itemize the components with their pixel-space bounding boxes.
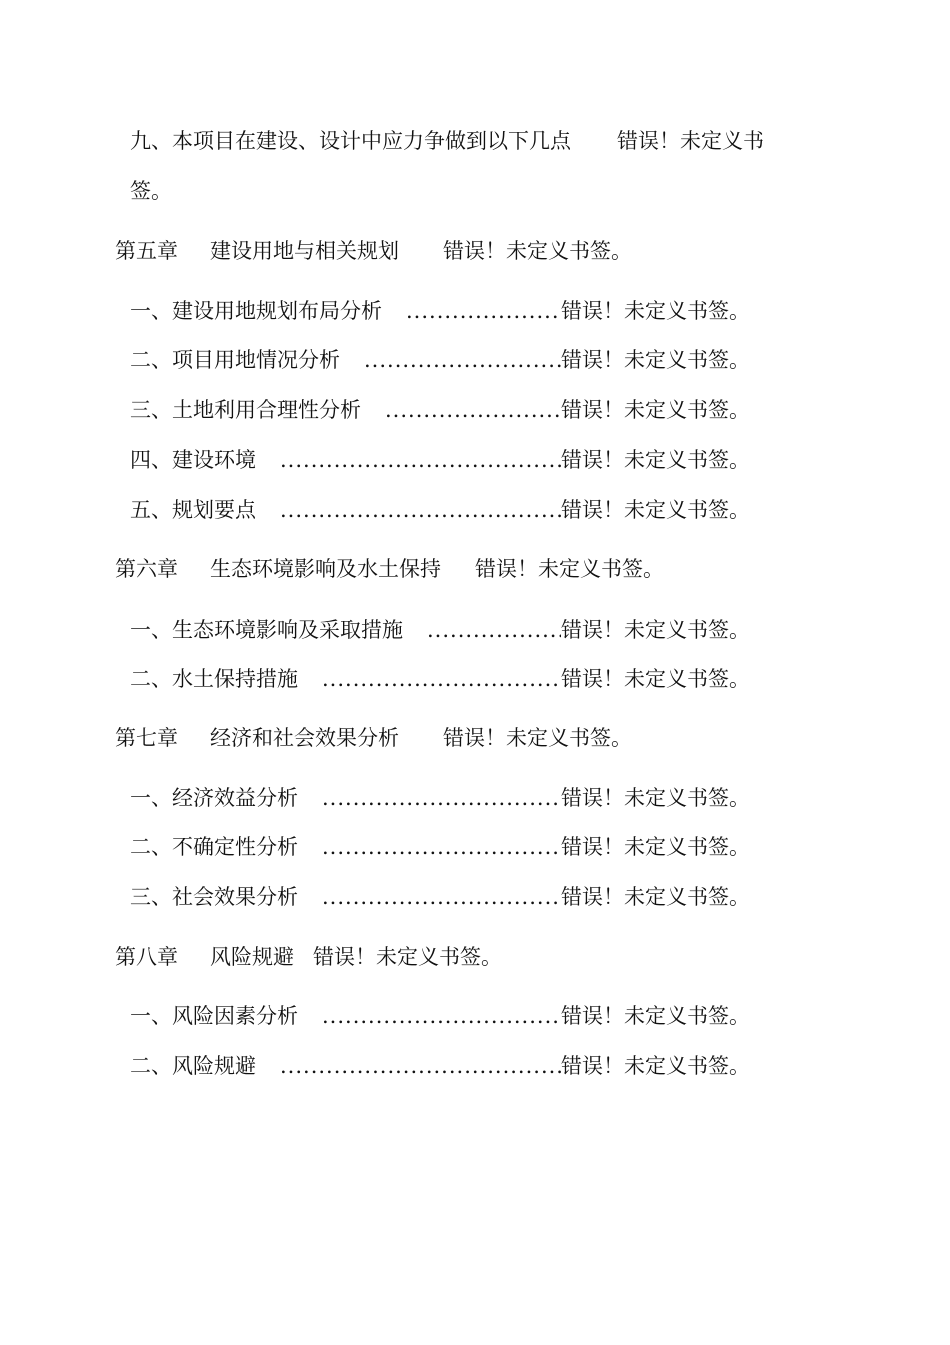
dot-leader [280,446,561,474]
toc-entry-label: 四、建设环境 [130,448,256,472]
toc-entry[interactable] [130,616,750,644]
toc-entry-9[interactable] [130,127,764,155]
dot-leader [280,496,561,524]
toc-entry-label: 二、水土保持措施 [130,667,298,691]
toc-entry-ref: 错误！未定义书签。 [561,498,750,522]
chapter-heading-6[interactable] [115,555,664,583]
toc-entry-ref: 错误！未定义书签。 [561,348,750,372]
toc-entry-9-wrap [130,177,172,205]
toc-entry[interactable] [130,1052,750,1080]
toc-entry-label: 三、社会效果分析 [130,885,298,909]
dot-leader [364,346,561,374]
chapter-ref: 错误！未定义书签。 [475,557,664,581]
toc-entry[interactable] [130,833,750,861]
dot-leader [427,616,561,644]
dot-leader [322,883,561,911]
dot-leader [406,297,561,325]
chapter-ref: 错误！未定义书签。 [443,239,632,263]
chapter-title: 建设用地与相关规划 [210,239,399,263]
toc-entry-ref: 错误！未定义书签。 [561,398,750,422]
chapter-heading-5[interactable] [115,237,632,265]
chapter-number: 第五章 [115,239,178,263]
toc-entry-label: 九、本项目在建设、设计中应力争做到以下几点 [130,129,571,153]
toc-entry-ref: 错误！未定义书签。 [561,448,750,472]
chapter-title: 风险规避 [210,945,294,969]
dot-leader [322,833,561,861]
chapter-ref: 错误！未定义书签。 [313,945,502,969]
chapter-number: 第七章 [115,726,178,750]
chapter-number: 第六章 [115,557,178,581]
toc-entry-label: 三、土地利用合理性分析 [130,398,361,422]
toc-entry-ref: 错误！未定义书签。 [561,299,750,323]
toc-entry-ref: 错误！未定义书签。 [561,1004,750,1028]
toc-entry-label: 二、不确定性分析 [130,835,298,859]
toc-entry-label: 二、风险规避 [130,1054,256,1078]
toc-entry[interactable] [130,784,750,812]
dot-leader [280,1052,561,1080]
toc-entry-label: 一、风险因素分析 [130,1004,298,1028]
toc-entry-ref: 错误！未定义书签。 [561,835,750,859]
chapter-heading-8[interactable] [115,943,502,971]
toc-entry[interactable] [130,665,750,693]
toc-entry[interactable] [130,446,750,474]
toc-entry-ref: 错误！未定义书签。 [561,885,750,909]
toc-entry-ref: 错误！未定义书签。 [561,618,750,642]
toc-entry-ref: 错误！未定义书 [617,129,764,153]
dot-leader [322,784,561,812]
toc-entry-label: 五、规划要点 [130,498,256,522]
chapter-title: 经济和社会效果分析 [210,726,399,750]
toc-entry-ref-continued: 签。 [130,179,172,203]
toc-entry-label: 一、建设用地规划布局分析 [130,299,382,323]
toc-entry-ref: 错误！未定义书签。 [561,1054,750,1078]
toc-entry[interactable] [130,1002,750,1030]
toc-entry[interactable] [130,883,750,911]
toc-entry-ref: 错误！未定义书签。 [561,786,750,810]
toc-entry[interactable] [130,396,750,424]
toc-entry-label: 二、项目用地情况分析 [130,348,340,372]
toc-entry[interactable] [130,496,750,524]
toc-entry[interactable] [130,346,750,374]
toc-entry-label: 一、生态环境影响及采取措施 [130,618,403,642]
toc-entry-label: 一、经济效益分析 [130,786,298,810]
chapter-number: 第八章 [115,945,178,969]
chapter-title: 生态环境影响及水土保持 [210,557,441,581]
dot-leader [385,396,561,424]
chapter-heading-7[interactable] [115,724,632,752]
dot-leader [322,1002,561,1030]
toc-entry-ref: 错误！未定义书签。 [561,667,750,691]
toc-entry[interactable] [130,297,750,325]
dot-leader [322,665,561,693]
chapter-ref: 错误！未定义书签。 [443,726,632,750]
